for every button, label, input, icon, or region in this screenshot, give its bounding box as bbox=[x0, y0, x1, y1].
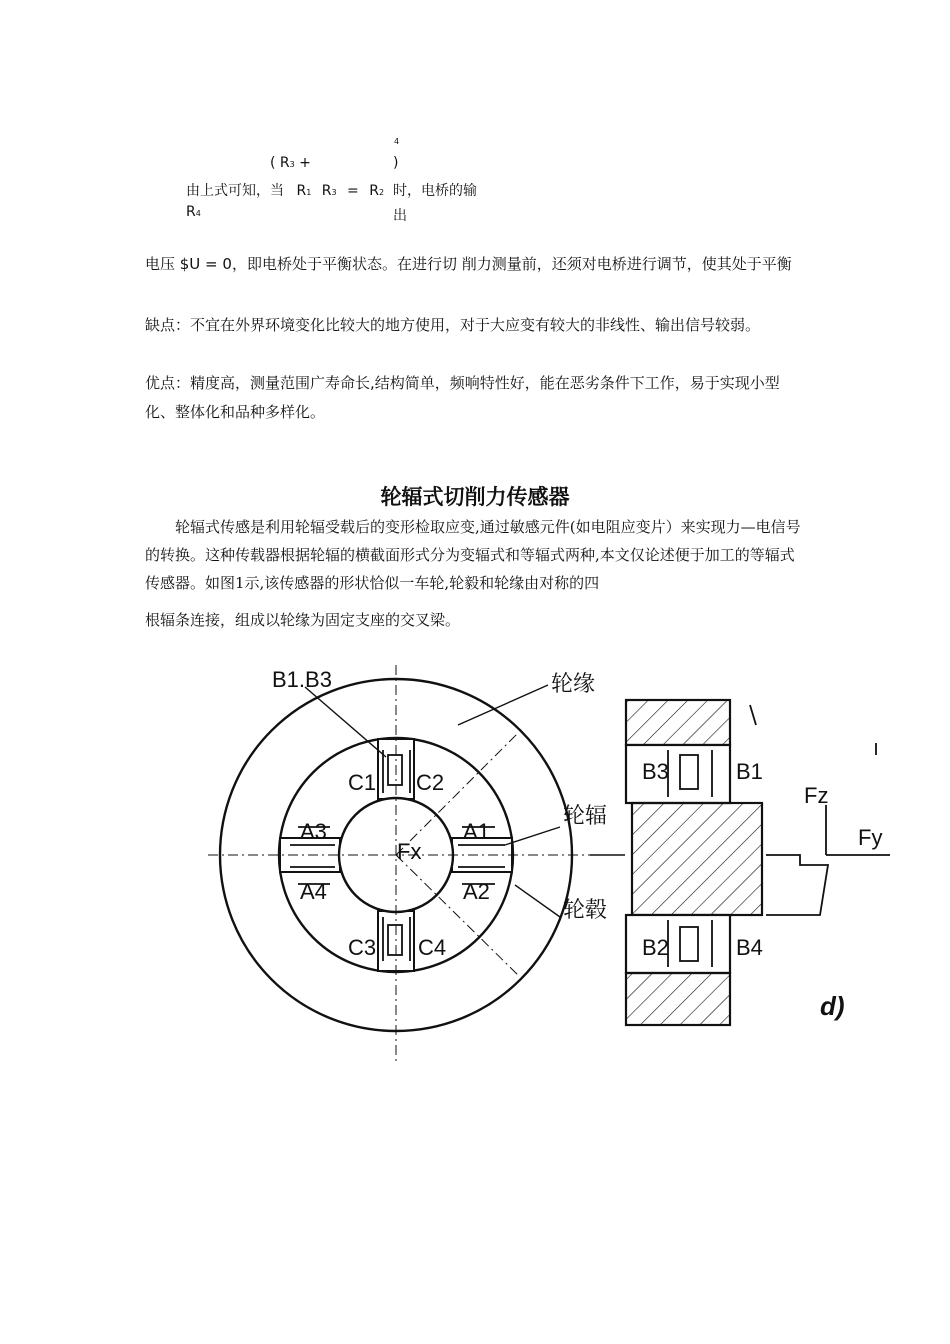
formula-r4 bbox=[186, 204, 201, 220]
label-c2: C2 bbox=[416, 770, 445, 795]
label-b4: B4 bbox=[736, 935, 763, 960]
label-fx: Fx bbox=[397, 839, 422, 864]
label-a2: A2 bbox=[463, 879, 490, 904]
label-c3: C3 bbox=[348, 935, 377, 960]
section-rim-top bbox=[626, 700, 730, 745]
label-a1: A1 bbox=[463, 819, 490, 844]
section-hub bbox=[632, 803, 762, 915]
label-b3: B3 bbox=[642, 759, 669, 784]
label-spoke: 轮辐 bbox=[563, 803, 608, 828]
label-b1b3: B1.B3 bbox=[272, 667, 332, 692]
formula-tail: 时，电桥的输 bbox=[393, 183, 477, 199]
formula-rparen: ) bbox=[393, 155, 399, 171]
section-rim-bottom bbox=[626, 973, 730, 1025]
formula-r4-letter: R bbox=[186, 204, 196, 220]
label-hub: 轮毂 bbox=[563, 897, 608, 922]
label-rim: 轮缘 bbox=[551, 671, 596, 696]
formula-r2-sub: 2 bbox=[378, 188, 385, 197]
formula-r3-sub: 3 bbox=[289, 160, 295, 169]
label-fig: d) bbox=[820, 991, 845, 1021]
formula-r1: R bbox=[296, 183, 307, 199]
label-c1: C1 bbox=[348, 770, 377, 795]
formula-plus: + bbox=[294, 155, 311, 171]
formula-intro: 由上式可知，当 bbox=[186, 183, 284, 199]
sensor-figure bbox=[0, 655, 950, 1095]
paragraph-advantages: 优点：精度高，测量范围广寿命长,结构简单，频响特性好，能在恶劣条件下工作，易于实现小型化、整体化和品种多样化。 bbox=[145, 374, 780, 421]
formula-tail2: 出 bbox=[393, 208, 407, 224]
formula-line bbox=[186, 180, 384, 200]
paragraph-voltage: 电压 $U = 0，即电桥处于平衡状态。在进行切 削力测量前，还须对电桥进行调节，使其处于平衡 bbox=[145, 255, 792, 273]
formula-r3b-sub: 3 bbox=[331, 188, 337, 197]
formula-equals: = bbox=[347, 183, 359, 199]
formula-numerator bbox=[270, 155, 311, 171]
formula-r4-sub: 4 bbox=[195, 209, 201, 218]
section-body-end: 根辐条连接，组成以轮缘为固定支座的交叉梁。 bbox=[145, 611, 461, 629]
formula-r1-sub: 1 bbox=[306, 188, 312, 197]
section-body: 轮辐式传感是利用轮辐受载后的变形检取应变,通过敏感元件(如电阻应变片）来实现力—电信号的转换。这种传载器根据轮辐的横截面形式分为变辐式和等辐式两种,本文仅论述便于加工的等辐式传感器。如图1示,该传感器的形状恰似一车轮,轮毅和轮缘由对称的四 bbox=[145, 518, 801, 592]
section-title: 轮辐式切削力传感器 bbox=[380, 485, 570, 509]
formula-lparen: ( R bbox=[270, 155, 290, 171]
label-b2: B2 bbox=[642, 935, 669, 960]
label-a3: A3 bbox=[300, 819, 327, 844]
formula-r2: R bbox=[369, 183, 379, 199]
paragraph-disadvantages: 缺点：不宜在外界环境变化比较大的地方使用，对于大应变有较大的非线性、输出信号较弱。 bbox=[145, 316, 761, 334]
label-c4: C4 bbox=[418, 935, 447, 960]
label-fy: Fy bbox=[858, 825, 883, 850]
formula-r3b: R bbox=[321, 183, 332, 199]
label-b1: B1 bbox=[736, 759, 763, 784]
label-a4: A4 bbox=[300, 879, 327, 904]
label-fz: Fz bbox=[804, 783, 829, 808]
formula-superscript-4: 4 bbox=[394, 137, 400, 146]
